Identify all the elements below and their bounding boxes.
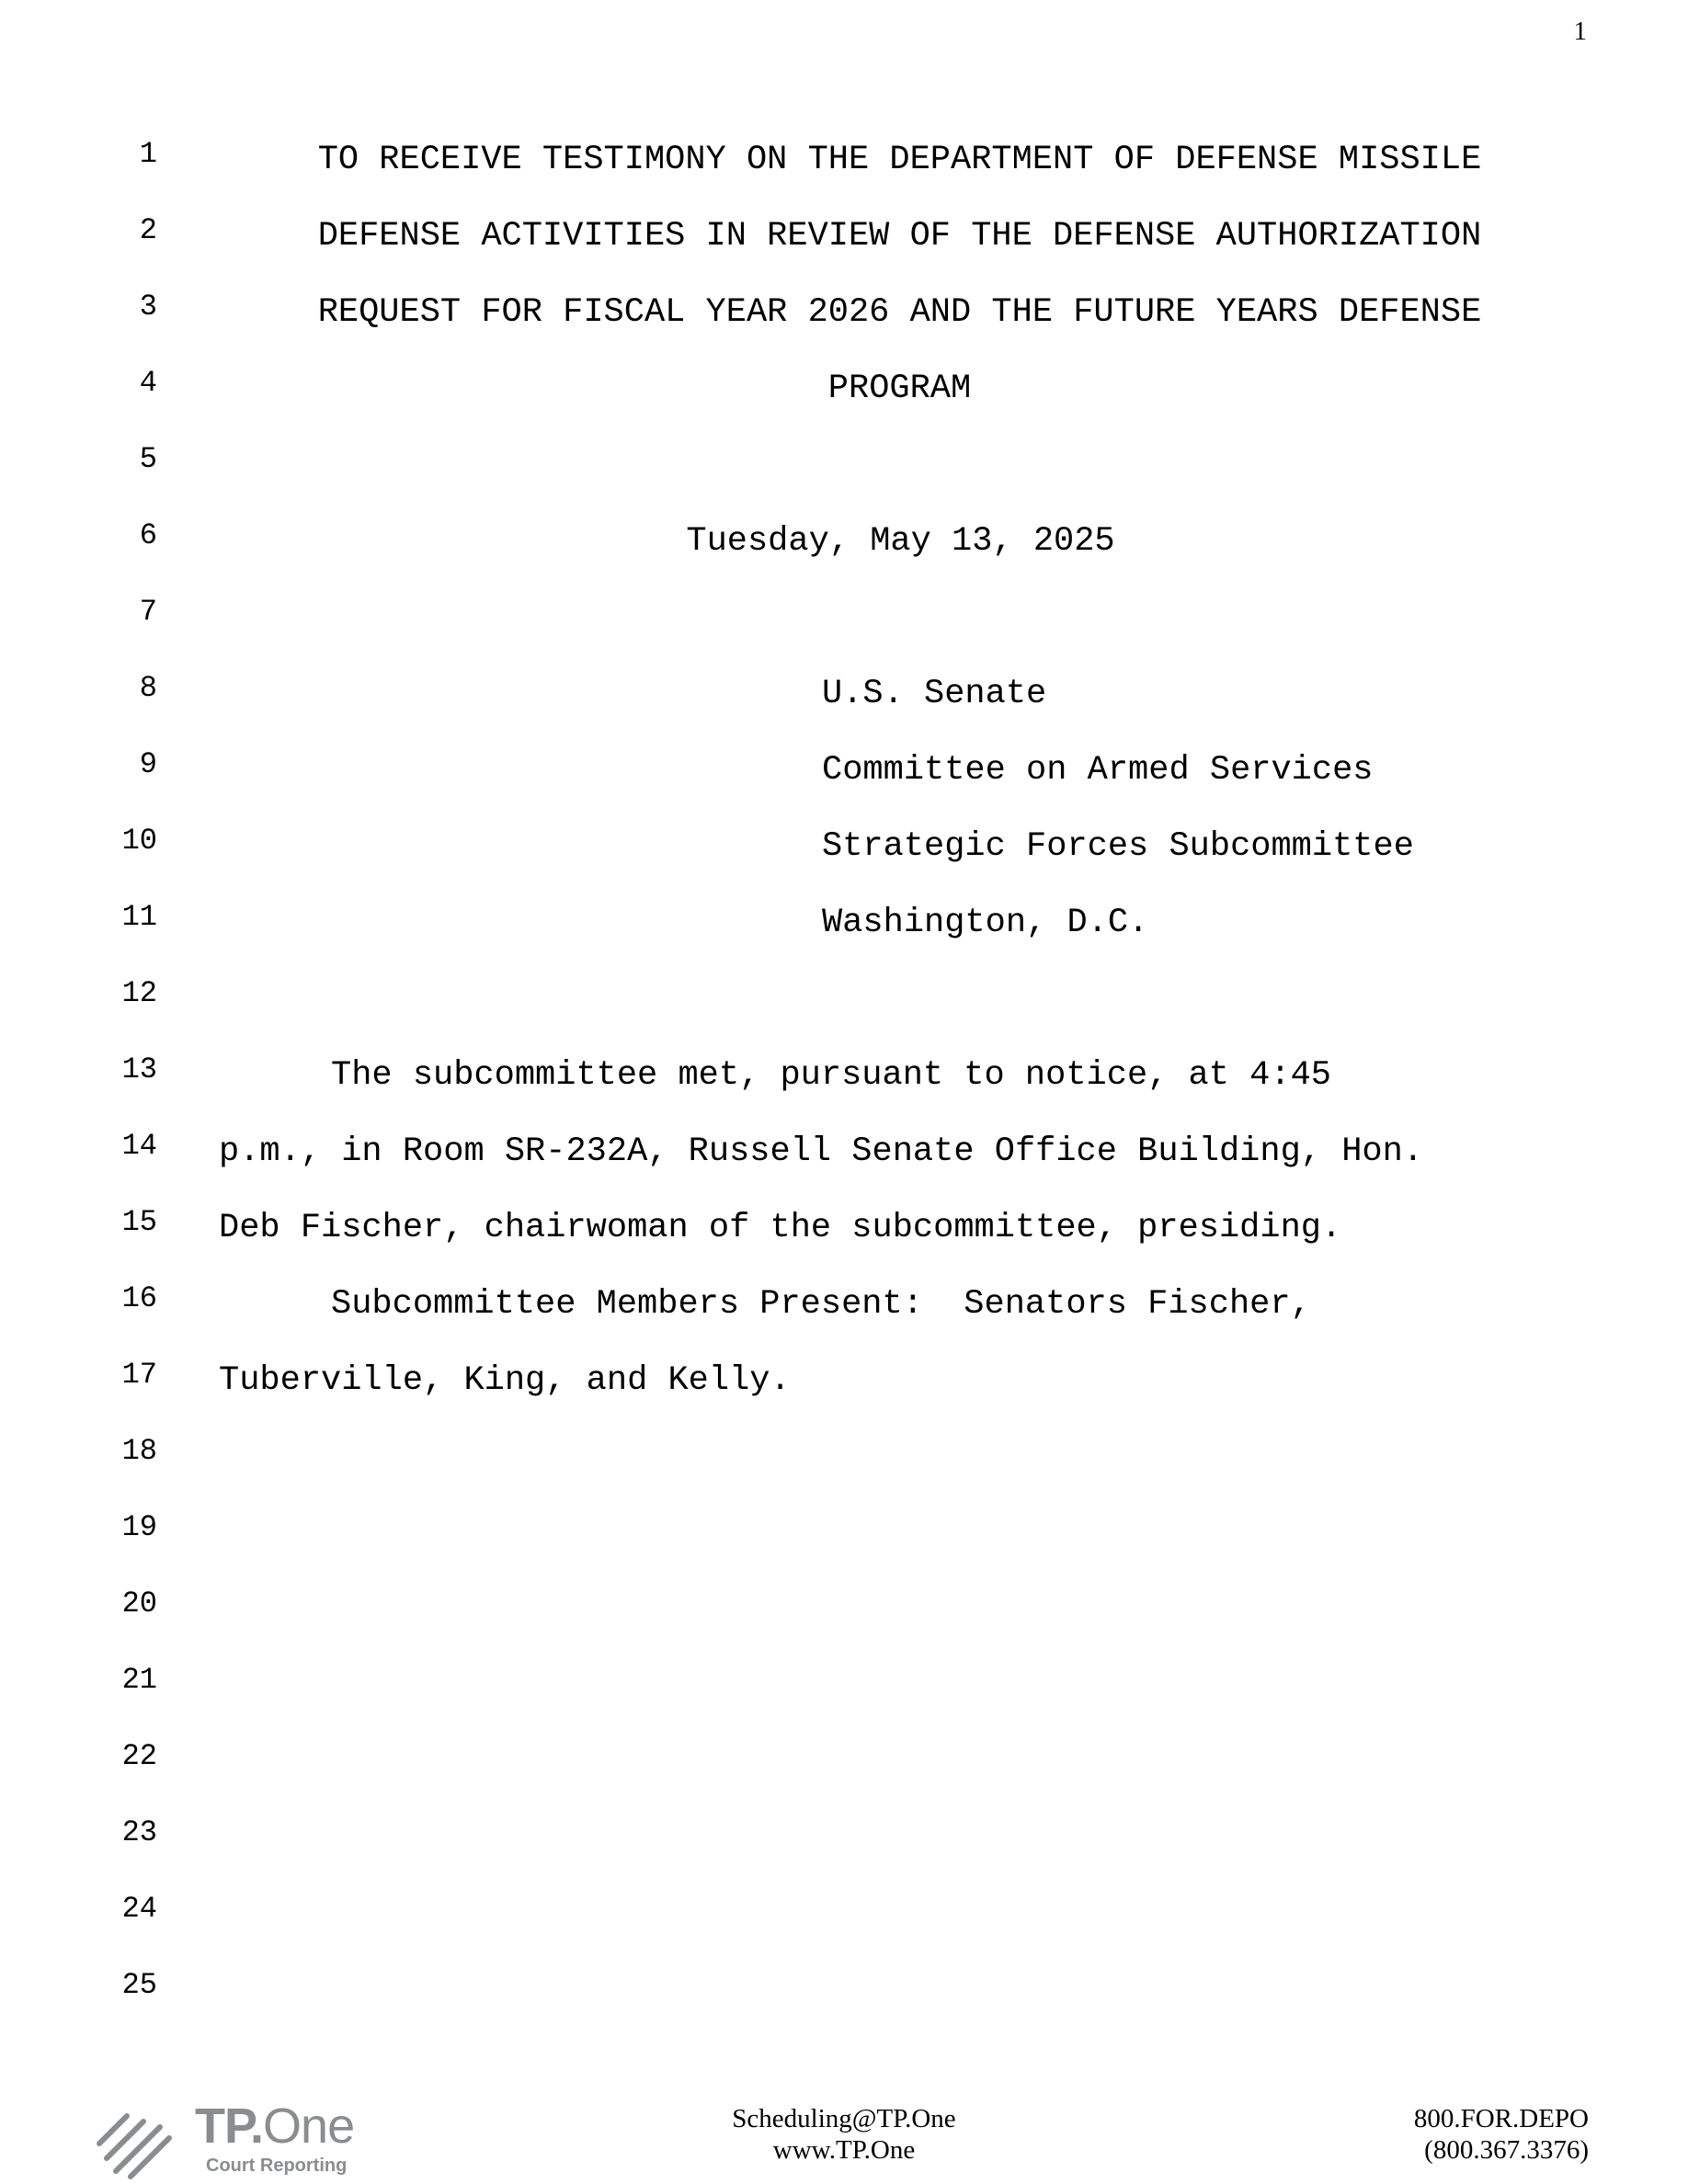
- transcript-line: [0, 1205, 1688, 1284]
- line-number: 11: [121, 900, 157, 934]
- transcript-line: [0, 900, 1688, 979]
- transcript-line: [0, 1894, 1688, 1971]
- line-number: 2: [139, 213, 157, 247]
- transcript-line: [0, 442, 1688, 521]
- footer-contact-web: [660, 2103, 1028, 2166]
- transcript-line: [0, 1510, 1688, 1589]
- line-number: 9: [139, 747, 157, 781]
- line-number: 25: [121, 1968, 157, 2002]
- logo-wordmark: [195, 2099, 355, 2154]
- company-logo: [96, 2101, 381, 2182]
- tp-one-logo-mark-icon: [96, 2107, 173, 2180]
- hearing-title-line: TO RECEIVE TESTIMONY ON THE DEPARTMENT OF DEFENSE MISSILE: [317, 141, 1482, 179]
- line-number: 16: [121, 1281, 157, 1315]
- line-number: 21: [121, 1663, 157, 1697]
- transcript-line: [0, 1815, 1688, 1894]
- transcript-line: [0, 747, 1688, 826]
- transcript-line: [0, 1589, 1688, 1666]
- transcript-line: [0, 976, 1688, 1055]
- transcript-line: [0, 1129, 1688, 1208]
- transcript-line: [0, 292, 1688, 369]
- footer-email: Scheduling@TP.One: [732, 2104, 956, 2133]
- line-number: 23: [121, 1815, 157, 1849]
- paragraph-line: The subcommittee met, pursuant to notice, at 4:45: [331, 1056, 1331, 1095]
- line-number: 15: [121, 1205, 157, 1239]
- paragraph-line: p.m., in Room SR-232A, Russell Senate Office Building, Hon.: [219, 1132, 1424, 1171]
- footer-website: www.TP.One: [772, 2135, 916, 2165]
- line-number: 12: [121, 976, 157, 1010]
- line-number: 19: [121, 1510, 157, 1544]
- hearing-date: Tuesday, May 13, 2025: [686, 522, 1115, 561]
- line-number: 1: [139, 137, 157, 171]
- line-number: 8: [139, 671, 157, 705]
- caption-line: Washington, D.C.: [822, 904, 1149, 942]
- line-number: 10: [121, 824, 157, 858]
- transcript-line: [0, 1968, 1688, 2047]
- transcript-line: [0, 1434, 1688, 1513]
- transcript-line: [0, 366, 1688, 445]
- transcript-line: [0, 1739, 1688, 1818]
- transcript-line: [0, 1052, 1688, 1132]
- transcript-line: [0, 671, 1688, 750]
- caption-line: Committee on Armed Services: [822, 751, 1374, 790]
- page-number: 1: [1573, 17, 1587, 46]
- transcript-line: [0, 826, 1688, 903]
- transcript-line: [0, 1663, 1688, 1742]
- line-number: 17: [121, 1358, 157, 1392]
- logo-wordmark-light: One: [263, 2099, 355, 2154]
- transcript-line: [0, 518, 1688, 597]
- page-footer: [0, 2096, 1688, 2184]
- line-number: 4: [139, 366, 157, 400]
- line-number: 24: [121, 1892, 157, 1926]
- paragraph-line: Tuberville, King, and Kelly.: [219, 1361, 791, 1400]
- transcript-line: [0, 1360, 1688, 1437]
- line-number: 7: [139, 595, 157, 629]
- line-number: 5: [139, 442, 157, 476]
- line-number: 3: [139, 290, 157, 324]
- logo-subtitle: Court Reporting: [206, 2156, 348, 2176]
- line-number: 22: [121, 1739, 157, 1773]
- caption-line: U.S. Senate: [822, 675, 1047, 713]
- paragraph-line: Subcommittee Members Present: Senators Fischer,: [331, 1285, 1311, 1324]
- hearing-title-line: REQUEST FOR FISCAL YEAR 2026 AND THE FUTURE YEARS DEFENSE: [317, 293, 1482, 332]
- footer-phone-number: (800.367.3376): [1424, 2135, 1589, 2165]
- transcript-line: [0, 1281, 1688, 1360]
- line-number: 14: [121, 1129, 157, 1163]
- paragraph-line: Deb Fischer, chairwoman of the subcommittee, presiding.: [219, 1209, 1342, 1247]
- transcript-line: [0, 213, 1688, 292]
- hearing-title-line: DEFENSE ACTIVITIES IN REVIEW OF THE DEFENSE AUTHORIZATION: [317, 217, 1482, 256]
- line-number: 20: [121, 1587, 157, 1621]
- line-number: 18: [121, 1434, 157, 1468]
- caption-line: Strategic Forces Subcommittee: [822, 827, 1414, 866]
- line-number: 6: [139, 518, 157, 552]
- hearing-title-line: PROGRAM: [827, 370, 972, 408]
- line-number: 13: [121, 1052, 157, 1086]
- footer-contact-phone: [1414, 2103, 1589, 2166]
- footer-phone-vanity: 800.FOR.DEPO: [1413, 2104, 1589, 2133]
- transcript-line: [0, 137, 1688, 216]
- logo-wordmark-bold: TP.: [195, 2099, 264, 2154]
- transcript-line: [0, 597, 1688, 674]
